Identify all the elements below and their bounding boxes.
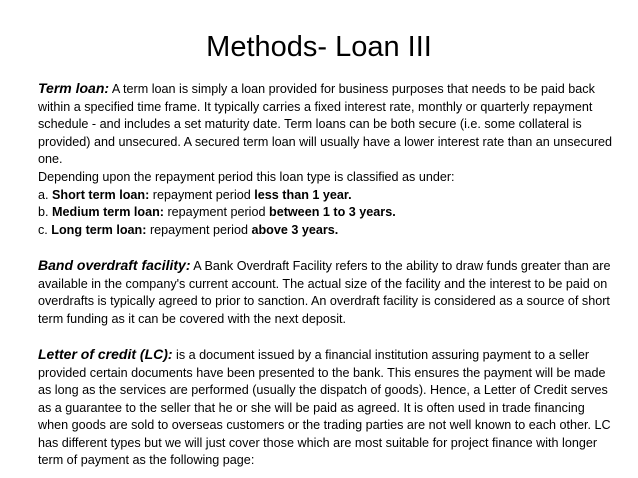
- lc-paragraph: [38, 346, 618, 470]
- paragraph-gap: [38, 328, 618, 346]
- list-item: [38, 204, 618, 222]
- list-item-period: above 3 years.: [251, 222, 339, 237]
- term-loan-heading: Term loan:: [38, 80, 110, 96]
- list-item-name: Long term loan:: [51, 222, 147, 237]
- list-item-mid: repayment period: [149, 187, 255, 202]
- overdraft-paragraph: [38, 257, 618, 328]
- list-item-prefix: b.: [38, 205, 53, 220]
- list-item-name: Medium term loan:: [52, 205, 164, 220]
- page-title: Methods- Loan III: [206, 31, 432, 63]
- paragraph-gap: [38, 239, 618, 257]
- list-item-prefix: a.: [38, 187, 53, 202]
- list-item-period: less than 1 year.: [254, 187, 352, 202]
- lc-text: is a document issued by a financial institution assuring payment to a seller provided certain documents have been presented to the bank. This ensures the payment will be made as long as the services are performed (usually the dispatch of goods). Hence, a Letter of Credit serves as a guarantee to the seller that he or she will be paid as agreed. It is often used in trade financing when goods are sold to overseas customers or the trading parties are not well known to each other. LC has different types but we will just cover those which are most suitable for project finance with longer term of payment as the following page:: [38, 347, 611, 468]
- list-item-prefix: c.: [38, 222, 52, 237]
- list-item: [38, 187, 618, 205]
- overdraft-heading: Band overdraft facility:: [38, 256, 191, 273]
- term-loan-paragraph: [38, 80, 618, 169]
- lc-heading: Letter of credit (LC):: [38, 345, 173, 362]
- list-item-mid: repayment period: [146, 222, 252, 237]
- list-item-period: between 1 to 3 years.: [269, 205, 396, 220]
- slide-body: [38, 80, 618, 470]
- term-loan-intro: Depending upon the repayment period this loan type is classified as under:: [38, 169, 455, 184]
- list-item-name: Short term loan:: [52, 187, 150, 202]
- list-item: [38, 222, 618, 240]
- overdraft-text: A Bank Overdraft Facility refers to the ability to draw funds greater than are available in the company's current account. The actual size of the facility and the interest to be paid on overdrafts is typically agreed to prior to sanction. An overdraft facility is considered as a source of short term funding as it can be covered with the next deposit.: [38, 258, 611, 326]
- list-item-mid: repayment period: [163, 205, 269, 220]
- term-loan-text: A term loan is simply a loan provided for business purposes that needs to be paid back within a specified time frame. It typically carries a fixed interest rate, monthly or quarterly repayment schedule - and includes a set maturity date. Term loans can be both secure (i.e. some collateral is provided) and unsecured. A secured term loan will usually have a lower interest rate than an unsecured one.: [38, 82, 613, 167]
